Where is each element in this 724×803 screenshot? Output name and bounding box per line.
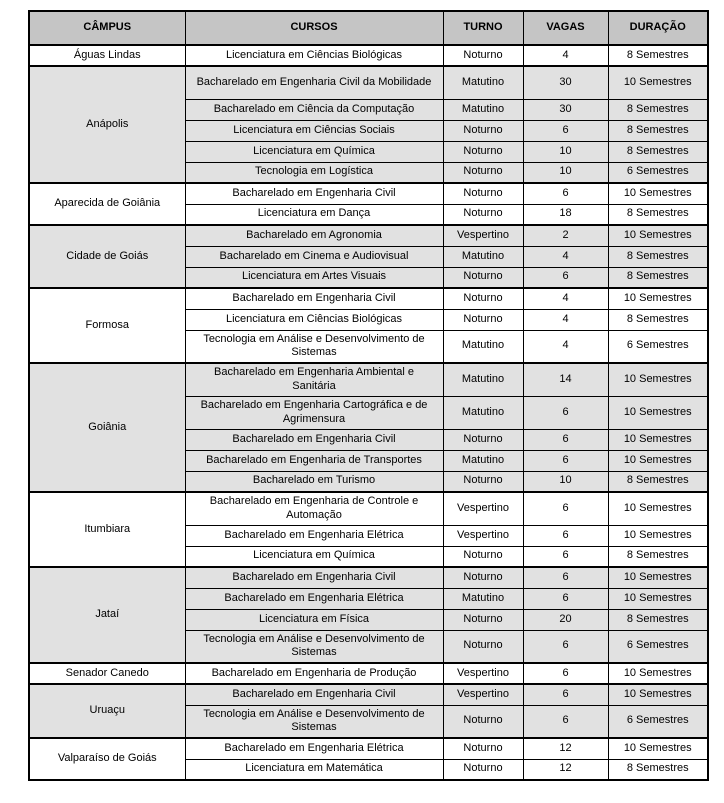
vagas-cell: 6 (523, 396, 608, 429)
turno-cell: Noturno (443, 630, 523, 663)
duracao-cell: 10 Semestres (608, 588, 708, 609)
column-header-turno: TURNO (443, 11, 523, 45)
campus-cell: Cidade de Goiás (29, 225, 185, 288)
turno-cell: Noturno (443, 309, 523, 330)
campus-cell: Aparecida de Goiânia (29, 183, 185, 225)
table-row (29, 225, 708, 246)
table-row (29, 663, 708, 684)
duracao-cell: 8 Semestres (608, 99, 708, 120)
course-cell: Licenciatura em Ciências Biológicas (185, 45, 443, 66)
turno-cell: Noturno (443, 120, 523, 141)
column-header-duracao: DURAÇÃO (608, 11, 708, 45)
table-row (29, 684, 708, 705)
duracao-cell: 10 Semestres (608, 525, 708, 546)
campus-group-cidade-de-goias (29, 225, 708, 288)
vagas-cell: 6 (523, 630, 608, 663)
vagas-cell: 4 (523, 45, 608, 66)
course-cell: Bacharelado em Engenharia Elétrica (185, 525, 443, 546)
column-header-cursos: CURSOS (185, 11, 443, 45)
duracao-cell: 8 Semestres (608, 120, 708, 141)
duracao-cell: 8 Semestres (608, 759, 708, 780)
course-cell: Bacharelado em Agronomia (185, 225, 443, 246)
turno-cell: Matutino (443, 363, 523, 396)
course-cell: Bacharelado em Ciência da Computação (185, 99, 443, 120)
campus-group-anapolis (29, 66, 708, 183)
duracao-cell: 8 Semestres (608, 309, 708, 330)
duracao-cell: 8 Semestres (608, 609, 708, 630)
vagas-cell: 6 (523, 429, 608, 450)
duracao-cell: 8 Semestres (608, 45, 708, 66)
turno-cell: Noturno (443, 141, 523, 162)
turno-cell: Noturno (443, 45, 523, 66)
turno-cell: Vespertino (443, 525, 523, 546)
course-table (28, 10, 709, 781)
turno-cell: Matutino (443, 396, 523, 429)
turno-cell: Matutino (443, 588, 523, 609)
vagas-cell: 6 (523, 183, 608, 204)
duracao-cell: 8 Semestres (608, 141, 708, 162)
turno-cell: Noturno (443, 162, 523, 183)
duracao-cell: 10 Semestres (608, 183, 708, 204)
turno-cell: Matutino (443, 450, 523, 471)
course-cell: Licenciatura em Ciências Biológicas (185, 309, 443, 330)
course-cell: Bacharelado em Engenharia Elétrica (185, 588, 443, 609)
table-row (29, 45, 708, 66)
vagas-cell: 20 (523, 609, 608, 630)
duracao-cell: 10 Semestres (608, 363, 708, 396)
course-cell: Bacharelado em Engenharia Civil (185, 429, 443, 450)
vagas-cell: 6 (523, 588, 608, 609)
vagas-cell: 6 (523, 684, 608, 705)
vagas-cell: 18 (523, 204, 608, 225)
table-row (29, 66, 708, 99)
turno-cell: Noturno (443, 471, 523, 492)
turno-cell: Noturno (443, 738, 523, 759)
vagas-cell: 4 (523, 309, 608, 330)
duracao-cell: 6 Semestres (608, 630, 708, 663)
turno-cell: Noturno (443, 183, 523, 204)
campus-group-jatai (29, 567, 708, 663)
campus-group-aguas-lindas (29, 45, 708, 66)
vagas-cell: 12 (523, 738, 608, 759)
vagas-cell: 6 (523, 567, 608, 588)
duracao-cell: 10 Semestres (608, 66, 708, 99)
turno-cell: Vespertino (443, 492, 523, 525)
campus-cell: Uruaçu (29, 684, 185, 738)
duracao-cell: 8 Semestres (608, 204, 708, 225)
course-cell: Licenciatura em Química (185, 546, 443, 567)
course-cell: Bacharelado em Engenharia de Controle e Automação (185, 492, 443, 525)
vagas-cell: 4 (523, 288, 608, 309)
course-cell: Licenciatura em Química (185, 141, 443, 162)
turno-cell: Noturno (443, 567, 523, 588)
turno-cell: Vespertino (443, 684, 523, 705)
vagas-cell: 14 (523, 363, 608, 396)
course-cell: Bacharelado em Engenharia Civil (185, 684, 443, 705)
course-cell: Tecnologia em Logística (185, 162, 443, 183)
course-cell: Bacharelado em Engenharia Civil (185, 288, 443, 309)
vagas-cell: 4 (523, 330, 608, 363)
duracao-cell: 10 Semestres (608, 492, 708, 525)
course-cell: Bacharelado em Engenharia Civil da Mobilidade (185, 66, 443, 99)
campus-group-uruacu (29, 684, 708, 738)
campus-cell: Valparaíso de Goiás (29, 738, 185, 780)
turno-cell: Matutino (443, 246, 523, 267)
column-header-vagas: VAGAS (523, 11, 608, 45)
course-cell: Licenciatura em Matemática (185, 759, 443, 780)
campus-group-senador-canedo (29, 663, 708, 684)
course-cell: Licenciatura em Dança (185, 204, 443, 225)
vagas-cell: 12 (523, 759, 608, 780)
turno-cell: Noturno (443, 759, 523, 780)
course-cell: Bacharelado em Engenharia Cartográfica e de Agrimensura (185, 396, 443, 429)
vagas-cell: 10 (523, 141, 608, 162)
campus-cell: Goiânia (29, 363, 185, 492)
campus-cell: Anápolis (29, 66, 185, 183)
turno-cell: Matutino (443, 66, 523, 99)
campus-group-itumbiara (29, 492, 708, 567)
duracao-cell: 8 Semestres (608, 267, 708, 288)
turno-cell: Noturno (443, 288, 523, 309)
duracao-cell: 10 Semestres (608, 450, 708, 471)
vagas-cell: 10 (523, 471, 608, 492)
turno-cell: Vespertino (443, 663, 523, 684)
vagas-cell: 6 (523, 450, 608, 471)
table-row (29, 183, 708, 204)
course-cell: Tecnologia em Análise e Desenvolvimento de Sistemas (185, 330, 443, 363)
vagas-cell: 6 (523, 267, 608, 288)
duracao-cell: 6 Semestres (608, 162, 708, 183)
duracao-cell: 10 Semestres (608, 684, 708, 705)
campus-cell: Águas Lindas (29, 45, 185, 66)
campus-cell: Formosa (29, 288, 185, 363)
vagas-cell: 2 (523, 225, 608, 246)
vagas-cell: 6 (523, 492, 608, 525)
duracao-cell: 10 Semestres (608, 225, 708, 246)
vagas-cell: 4 (523, 246, 608, 267)
course-cell: Tecnologia em Análise e Desenvolvimento de Sistemas (185, 705, 443, 738)
course-cell: Bacharelado em Engenharia Elétrica (185, 738, 443, 759)
turno-cell: Noturno (443, 429, 523, 450)
turno-cell: Noturno (443, 546, 523, 567)
course-cell: Bacharelado em Engenharia Ambiental e Sanitária (185, 363, 443, 396)
duracao-cell: 8 Semestres (608, 546, 708, 567)
vagas-cell: 6 (523, 525, 608, 546)
turno-cell: Noturno (443, 705, 523, 738)
course-cell: Bacharelado em Turismo (185, 471, 443, 492)
table-row (29, 363, 708, 396)
campus-group-valparaiso (29, 738, 708, 780)
table-row (29, 492, 708, 525)
course-cell: Licenciatura em Física (185, 609, 443, 630)
table-row (29, 288, 708, 309)
campus-cell: Itumbiara (29, 492, 185, 567)
course-cell: Bacharelado em Engenharia Civil (185, 567, 443, 588)
duracao-cell: 10 Semestres (608, 429, 708, 450)
turno-cell: Noturno (443, 609, 523, 630)
vagas-cell: 6 (523, 705, 608, 738)
campus-cell: Senador Canedo (29, 663, 185, 684)
turno-cell: Noturno (443, 267, 523, 288)
duracao-cell: 10 Semestres (608, 288, 708, 309)
course-cell: Tecnologia em Análise e Desenvolvimento de Sistemas (185, 630, 443, 663)
table-row (29, 738, 708, 759)
course-cell: Licenciatura em Artes Visuais (185, 267, 443, 288)
duracao-cell: 6 Semestres (608, 330, 708, 363)
course-cell: Bacharelado em Engenharia de Transportes (185, 450, 443, 471)
duracao-cell: 8 Semestres (608, 246, 708, 267)
duracao-cell: 10 Semestres (608, 663, 708, 684)
course-cell: Bacharelado em Engenharia de Produção (185, 663, 443, 684)
campus-group-goiania (29, 363, 708, 492)
course-cell: Bacharelado em Cinema e Audiovisual (185, 246, 443, 267)
table-header (29, 11, 708, 45)
duracao-cell: 10 Semestres (608, 567, 708, 588)
course-cell: Licenciatura em Ciências Sociais (185, 120, 443, 141)
turno-cell: Vespertino (443, 225, 523, 246)
campus-group-aparecida (29, 183, 708, 225)
campus-cell: Jataí (29, 567, 185, 663)
duracao-cell: 10 Semestres (608, 738, 708, 759)
vagas-cell: 6 (523, 546, 608, 567)
vagas-cell: 6 (523, 120, 608, 141)
vagas-cell: 10 (523, 162, 608, 183)
vagas-cell: 30 (523, 66, 608, 99)
vagas-cell: 30 (523, 99, 608, 120)
turno-cell: Matutino (443, 330, 523, 363)
turno-cell: Matutino (443, 99, 523, 120)
vagas-cell: 6 (523, 663, 608, 684)
course-cell: Bacharelado em Engenharia Civil (185, 183, 443, 204)
duracao-cell: 6 Semestres (608, 705, 708, 738)
column-header-campus: CÂMPUS (29, 11, 185, 45)
table-row (29, 567, 708, 588)
turno-cell: Noturno (443, 204, 523, 225)
duracao-cell: 8 Semestres (608, 471, 708, 492)
campus-group-formosa (29, 288, 708, 363)
duracao-cell: 10 Semestres (608, 396, 708, 429)
